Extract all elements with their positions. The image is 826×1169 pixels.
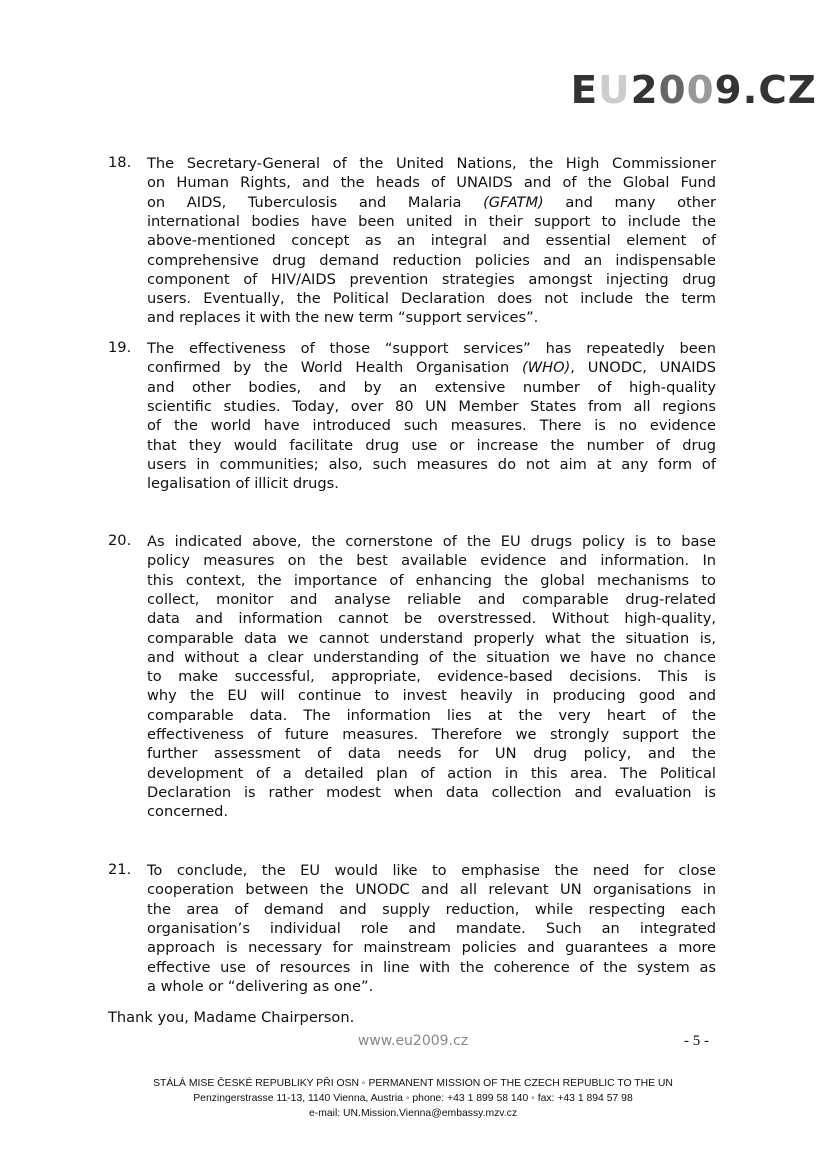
text-segment: organisation’s individual role and mandate. Such an integrated xyxy=(147,919,716,937)
text-segment: data and information cannot be overstressed. Without high-quality, xyxy=(147,610,716,628)
text-segment: further assessment of data needs for UN drug policy, and the xyxy=(147,745,716,763)
paragraph-line xyxy=(147,193,716,212)
website-link[interactable]: www.eu2009.cz xyxy=(357,1033,469,1049)
text-segment: of the world have introduced such measures. There is no evidence xyxy=(147,417,716,435)
text-segment: this context, the importance of enhancing the global mechanisms to xyxy=(147,571,716,589)
text-segment: The effectiveness of those “support services” has repeatedly been xyxy=(147,340,716,357)
text-segment: approach is necessary for mainstream policies and guarantees a more xyxy=(147,939,716,957)
logo-letter: U xyxy=(598,68,631,112)
text-segment: Declaration is rather modest when data collection and evaluation is xyxy=(147,783,716,801)
text-segment: international bodies have been united in their support to include the xyxy=(147,212,716,230)
text-segment: that they would facilitate drug use or increase the number of drug xyxy=(147,436,716,454)
text-segment: and other bodies, and by an extensive number of high-quality xyxy=(147,378,716,396)
text-segment: component of HIV/AIDS prevention strategies amongst injecting drug xyxy=(147,270,716,288)
paragraph-line xyxy=(147,609,716,628)
paragraph-line xyxy=(147,416,716,435)
paragraph-line xyxy=(147,551,716,570)
paragraph-line xyxy=(147,802,716,821)
paragraph-line xyxy=(147,629,716,648)
text-segment: effective use of resources in line with the coherence of the system as xyxy=(147,958,716,976)
paragraph-line xyxy=(147,725,716,744)
text-segment: the area of demand and supply reduction, while respecting each xyxy=(147,900,716,918)
paragraph-line xyxy=(147,474,716,493)
page-number: - 5 - xyxy=(684,1033,709,1049)
paragraph-line xyxy=(147,861,716,880)
paragraph-line xyxy=(147,270,716,289)
logo-letter: .CZ xyxy=(742,68,817,112)
paragraph-line xyxy=(147,571,716,590)
paragraph-line xyxy=(147,900,716,919)
logo-letter: 9 xyxy=(714,68,743,112)
text-segment: effectiveness of future measures. Therefore we strongly support the xyxy=(147,726,716,743)
text-segment: scientific studies. Today, over 80 UN Member States from all regions xyxy=(147,397,716,415)
text-segment: concerned. xyxy=(147,803,229,821)
paragraph-line xyxy=(147,358,716,377)
footer-address: Penzingerstrasse 11-13, 1140 Vienna, Austria ◦ phone: +43 1 899 58 140 ◦ fax: +43 1 894 57 98 xyxy=(193,1093,633,1104)
paragraph-line xyxy=(147,880,716,899)
text-segment: legalisation of illicit drugs. xyxy=(147,475,339,493)
paragraph-line xyxy=(147,532,716,551)
text-segment: , UNODC, UNAIDS xyxy=(570,359,716,377)
text-segment: comparable data. The information lies at the very heart of the xyxy=(147,706,716,724)
text-segment: development of a detailed plan of action in this area. The Political xyxy=(147,764,716,782)
paragraph-line xyxy=(147,173,716,192)
text-segment: on AIDS, Tuberculosis and Malaria xyxy=(147,193,484,211)
paragraph-line xyxy=(147,590,716,609)
text-segment: The Secretary-General of the United Nations, the High Commissioner xyxy=(147,155,716,172)
eu2009-logo xyxy=(571,70,817,110)
paragraph-line xyxy=(147,455,716,474)
paragraph-line xyxy=(147,212,716,231)
text-segment: on Human Rights, and the heads of UNAIDS and of the Global Fund xyxy=(147,174,716,192)
paragraph-line xyxy=(147,289,716,308)
paragraph-line xyxy=(147,706,716,725)
italic-abbreviation: (GFATM) xyxy=(483,193,544,211)
paragraph-line xyxy=(147,744,716,763)
paragraph-line xyxy=(147,231,716,250)
text-segment: to make successful, appropriate, evidence-based decisions. This is xyxy=(147,668,716,686)
text-segment: To conclude, the EU would like to emphasise the need for close xyxy=(147,862,716,879)
paragraph-line xyxy=(147,436,716,455)
footer-mission-name: STÁLÁ MISE ČESKÉ REPUBLIKY PŘI OSN ◦ PERMANENT MISSION OF THE CZECH REPUBLIC TO THE UN xyxy=(153,1078,673,1089)
paragraph-number: 20. xyxy=(108,532,132,549)
text-segment: and many other xyxy=(543,193,717,211)
paragraph-line xyxy=(147,958,716,977)
closing-text: Thank you, Madame Chairperson. xyxy=(108,1009,355,1026)
text-segment: cooperation between the UNODC and all relevant UN organisations in xyxy=(147,881,716,899)
text-segment: a whole or “delivering as one”. xyxy=(147,977,374,995)
paragraph-line xyxy=(147,397,716,416)
text-segment: comparable data we cannot understand properly what the situation is, xyxy=(147,629,716,647)
paragraph-line xyxy=(147,154,716,173)
text-segment: comprehensive drug demand reduction policies and an indispensable xyxy=(147,251,716,269)
paragraph-line xyxy=(147,977,716,996)
paragraph-line xyxy=(147,938,716,957)
paragraph-line xyxy=(147,378,716,397)
paragraph-line xyxy=(147,308,716,327)
paragraph-line xyxy=(147,339,716,358)
text-segment: above-mentioned concept as an integral and essential element of xyxy=(147,232,716,250)
logo-letter: 0 xyxy=(686,68,715,112)
paragraph-number: 19. xyxy=(108,339,132,356)
paragraph-line xyxy=(147,251,716,270)
text-segment: why the EU will continue to invest heavily in producing good and xyxy=(147,687,716,705)
paragraph-line xyxy=(147,919,716,938)
logo-letter: 0 xyxy=(658,68,687,112)
paragraph-line xyxy=(147,667,716,686)
paragraph-line xyxy=(147,783,716,802)
text-segment: users. Eventually, the Political Declaration does not include the term xyxy=(147,290,716,308)
text-segment: and replaces it with the new term “support services”. xyxy=(147,309,539,327)
footer-email: e-mail: UN.Mission.Vienna@embassy.mzv.cz xyxy=(308,1108,518,1119)
text-segment: confirmed by the World Health Organisation xyxy=(147,359,523,377)
logo-letter: 2 xyxy=(630,68,659,112)
logo-letter: E xyxy=(570,68,599,112)
text-segment: collect, monitor and analyse reliable and comparable drug-related xyxy=(147,590,716,608)
text-segment: policy measures on the best available evidence and information. In xyxy=(147,552,716,570)
text-segment: users in communities; also, such measures do not aim at any form of xyxy=(147,455,716,473)
paragraph-number: 21. xyxy=(108,861,132,878)
italic-abbreviation: (WHO) xyxy=(522,359,571,377)
paragraph-line xyxy=(147,686,716,705)
text-segment: and without a clear understanding of the situation we have no chance xyxy=(147,648,716,666)
text-segment: As indicated above, the cornerstone of the EU drugs policy is to base xyxy=(147,533,716,550)
paragraph-line xyxy=(147,648,716,667)
paragraph-number: 18. xyxy=(108,154,132,171)
paragraph-line xyxy=(147,764,716,783)
